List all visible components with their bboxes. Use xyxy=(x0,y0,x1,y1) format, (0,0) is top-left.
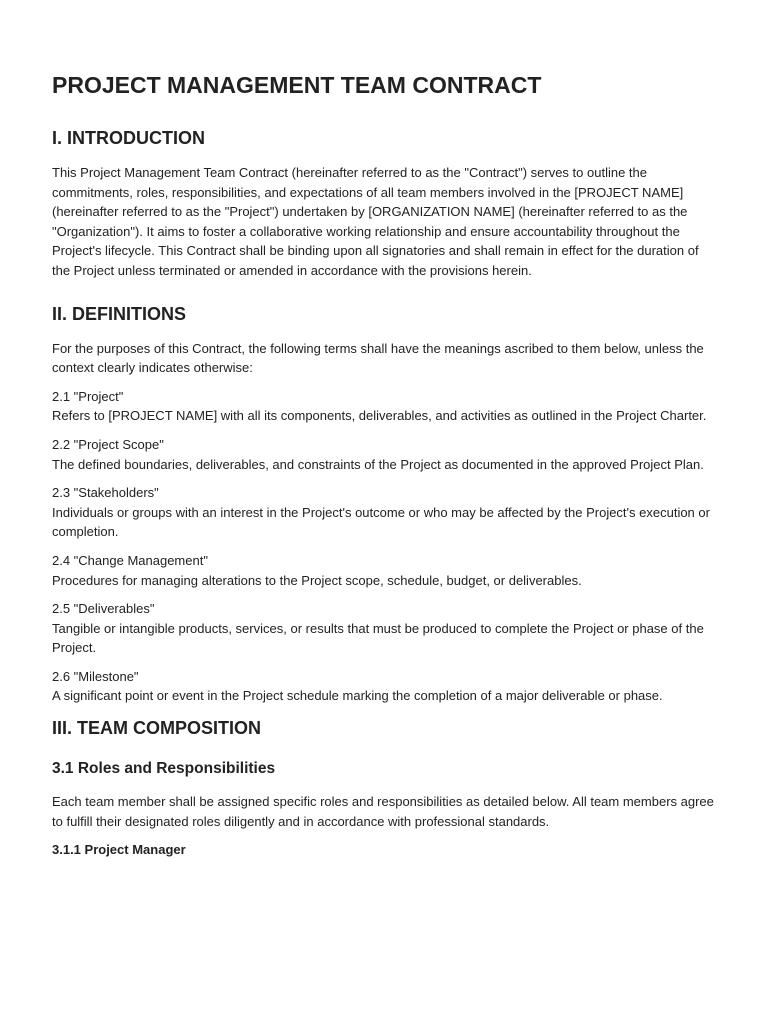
document-title: PROJECT MANAGEMENT TEAM CONTRACT xyxy=(52,72,542,98)
definition-term: 2.1 "Project" xyxy=(52,388,124,404)
definition-item xyxy=(52,387,718,426)
definition-term: 2.5 "Deliverables" xyxy=(52,601,155,617)
definition-text: Individuals or groups with an interest in the Project's outcome or who may be affected by the Project's execution or completion. xyxy=(52,504,710,540)
definition-term: 2.2 "Project Scope" xyxy=(52,436,164,452)
definition-item xyxy=(52,551,718,590)
definition-term: 2.6 "Milestone" xyxy=(52,668,139,684)
introduction-paragraph: This Project Management Team Contract (hereinafter referred to as the "Contract") serves to outline the commitments, roles, responsibilities, and expectations of all team members involved in the [PROJECT NAME] (hereinafter referred to as the "Project") undertaken by [ORGANIZATION NAME] (hereinafter referred to as the "Organization"). It aims to foster a collaborative working relationship and ensure accountability throughout the Project's lifecycle. This Contract shall be binding upon all signatories and shall remain in effect for the duration of the Project unless terminated or amended in accordance with the provisions herein. xyxy=(52,165,699,278)
section-introduction xyxy=(52,126,718,281)
definition-text: Procedures for managing alterations to the Project scope, schedule, budget, or deliverables. xyxy=(52,572,582,588)
section-definitions xyxy=(52,302,718,707)
subsubsection-heading-project-manager: 3.1.1 Project Manager xyxy=(52,842,186,858)
section-team-composition xyxy=(52,716,718,859)
definitions-intro-paragraph: For the purposes of this Contract, the following terms shall have the meanings ascribed to them below, unless the context clearly indicates otherwise: xyxy=(52,340,704,376)
definition-text: Tangible or intangible products, services, or results that must be produced to complete the Project or phase of the Project. xyxy=(52,620,704,656)
definition-item xyxy=(52,483,718,542)
roles-paragraph: Each team member shall be assigned specific roles and responsibilities as detailed below. All team members agree to fulfill their designated roles diligently and in accordance with professional standards. xyxy=(52,794,714,829)
definition-text: The defined boundaries, deliverables, and constraints of the Project as documented in the approved Project Plan. xyxy=(52,456,704,472)
section-heading-team-composition: III. TEAM COMPOSITION xyxy=(52,718,262,739)
section-heading-introduction: I. INTRODUCTION xyxy=(52,128,205,148)
definition-item xyxy=(52,599,718,658)
definition-item xyxy=(52,435,718,474)
definition-item xyxy=(52,667,718,706)
definition-text: Refers to [PROJECT NAME] with all its components, deliverables, and activities as outlined in the Project Charter. xyxy=(52,408,707,424)
section-heading-definitions: II. DEFINITIONS xyxy=(52,303,187,324)
definition-term: 2.4 "Change Management" xyxy=(52,552,208,568)
definition-term: 2.3 "Stakeholders" xyxy=(52,485,159,501)
subsection-heading-roles: 3.1 Roles and Responsibilities xyxy=(52,760,276,778)
definition-text: A significant point or event in the Project schedule marking the completion of a major deliverable or phase. xyxy=(52,688,663,704)
